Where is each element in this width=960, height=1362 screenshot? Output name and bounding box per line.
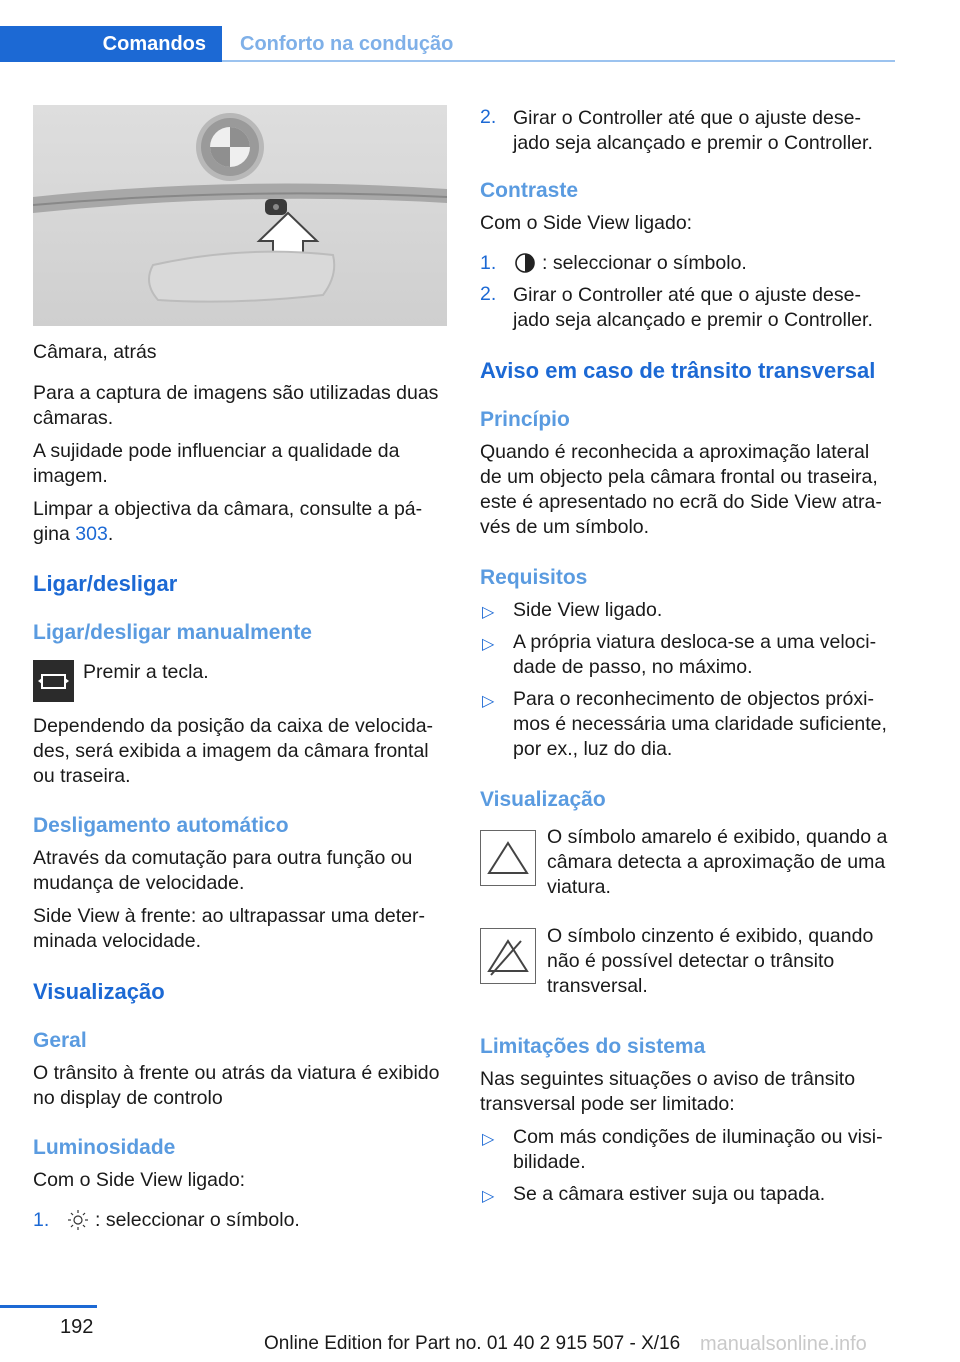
contrast-icon [513,251,537,280]
paragraph: Para a captura de imagens são utilizadas duas câmaras. [33,382,439,429]
paragraph: Side View à frente: ao ultrapassar uma deter‐minada velocidade. [33,905,426,952]
list-item: Com más condições de iluminação ou visi‐bilidade. [513,1126,883,1173]
header-rule [222,60,895,62]
bullet-marker: ▷ [482,1188,495,1205]
step-text: : seleccionar o símbolo. [95,1209,300,1231]
heading-geral: Geral [33,1029,87,1052]
rear-camera-photo [33,105,447,326]
press-key-text: Premir a tecla. [83,661,209,683]
tab-conforto[interactable]: Conforto na condução [240,32,454,55]
bullet-marker: ▷ [482,1131,495,1148]
heading-contraste: Contraste [480,179,579,202]
bullet-marker: ▷ [482,604,495,621]
paragraph-text: Limpar a objectiva da câmara, consulte a pá‐gina [33,498,423,545]
paragraph: Dependendo da posição da caixa de velocida‐des, será exibida a imagem da câmara frontal ou traseira. [33,715,434,787]
paragraph: Com o Side View ligado: [33,1169,246,1191]
step-number: 2. [480,283,497,305]
bullet-marker: ▷ [482,636,495,653]
paragraph: O trânsito à frente ou atrás da viatura é exibido no display de controlo [33,1062,440,1109]
heading-ligar: Ligar/desligar [33,571,178,596]
step-text: Girar o Controller até que o ajuste dese‐jado seja alcançado e premir o Controller. [513,107,873,154]
list-item: Side View ligado. [513,599,663,621]
list-item: Se a câmara estiver suja ou tapada. [513,1183,826,1205]
paragraph [33,497,447,547]
warning-triangle-crossed-icon [480,928,536,984]
warning-triangle-icon [480,830,536,886]
bullet-marker: ▷ [482,693,495,710]
footer-rule [0,1305,97,1308]
heading-manual: Ligar/desligar manualmente [33,621,312,644]
paragraph: O símbolo cinzento é exibido, quando não é possível detectar o trânsito transversal. [547,925,874,997]
heading-auto: Desligamento automático [33,814,289,837]
heading-requisitos: Requisitos [480,566,588,589]
header-bar [0,0,960,64]
heading-luminosidade: Luminosidade [33,1136,176,1159]
list-item: Para o reconhecimento de objectos próxi‐mos é necessária uma claridade suficiente, por ex., luz do dia. [513,688,887,760]
step-text: : seleccionar o símbolo. [542,252,747,274]
step-text: Girar o Controller até que o ajuste dese‐jado seja alcançado e premir o Controller. [513,284,873,331]
edition-text: Online Edition for Part no. 01 40 2 915 507 - X/16 [264,1333,681,1354]
page-link[interactable]: 303 [75,523,108,545]
list-item: A própria viatura desloca-se a uma veloci‐dade de passo, no máximo. [513,631,877,678]
paragraph: Nas seguintes situações o aviso de trânsito transversal pode ser limitado: [480,1068,856,1115]
paragraph: Quando é reconhecida a aproximação lateral de um objecto pela câmara frontal ou traseira, este é apresentado no ecrã do Side View atra‐vés de um símbolo. [480,441,882,538]
step-number: 2. [480,106,497,128]
photo-caption: Câmara, atrás [33,341,157,363]
page-number: 192 [60,1316,94,1338]
paragraph: Através da comutação para outra função ou mudança de velocidade. [33,847,413,894]
sun-icon [66,1208,90,1237]
step-number: 1. [33,1209,50,1231]
step-number: 1. [480,252,497,274]
heading-limitacoes: Limitações do sistema [480,1035,706,1058]
heading-visualizacao-right: Visualização [480,788,606,811]
heading-principio: Princípio [480,408,570,431]
paragraph: Com o Side View ligado: [480,212,693,234]
camera-button-icon [33,660,74,702]
paragraph: A sujidade pode influenciar a qualidade da imagem. [33,440,400,487]
paragraph-text: . [107,523,114,545]
heading-visualizacao: Visualização [33,979,165,1004]
paragraph: O símbolo amarelo é exibido, quando a câmara detecta a aproximação de uma viatura. [547,826,888,898]
watermark: manualsonline.info [700,1333,867,1355]
tab-comandos[interactable]: Comandos [0,26,222,62]
heading-aviso: Aviso em caso de trânsito transversal [480,358,876,383]
